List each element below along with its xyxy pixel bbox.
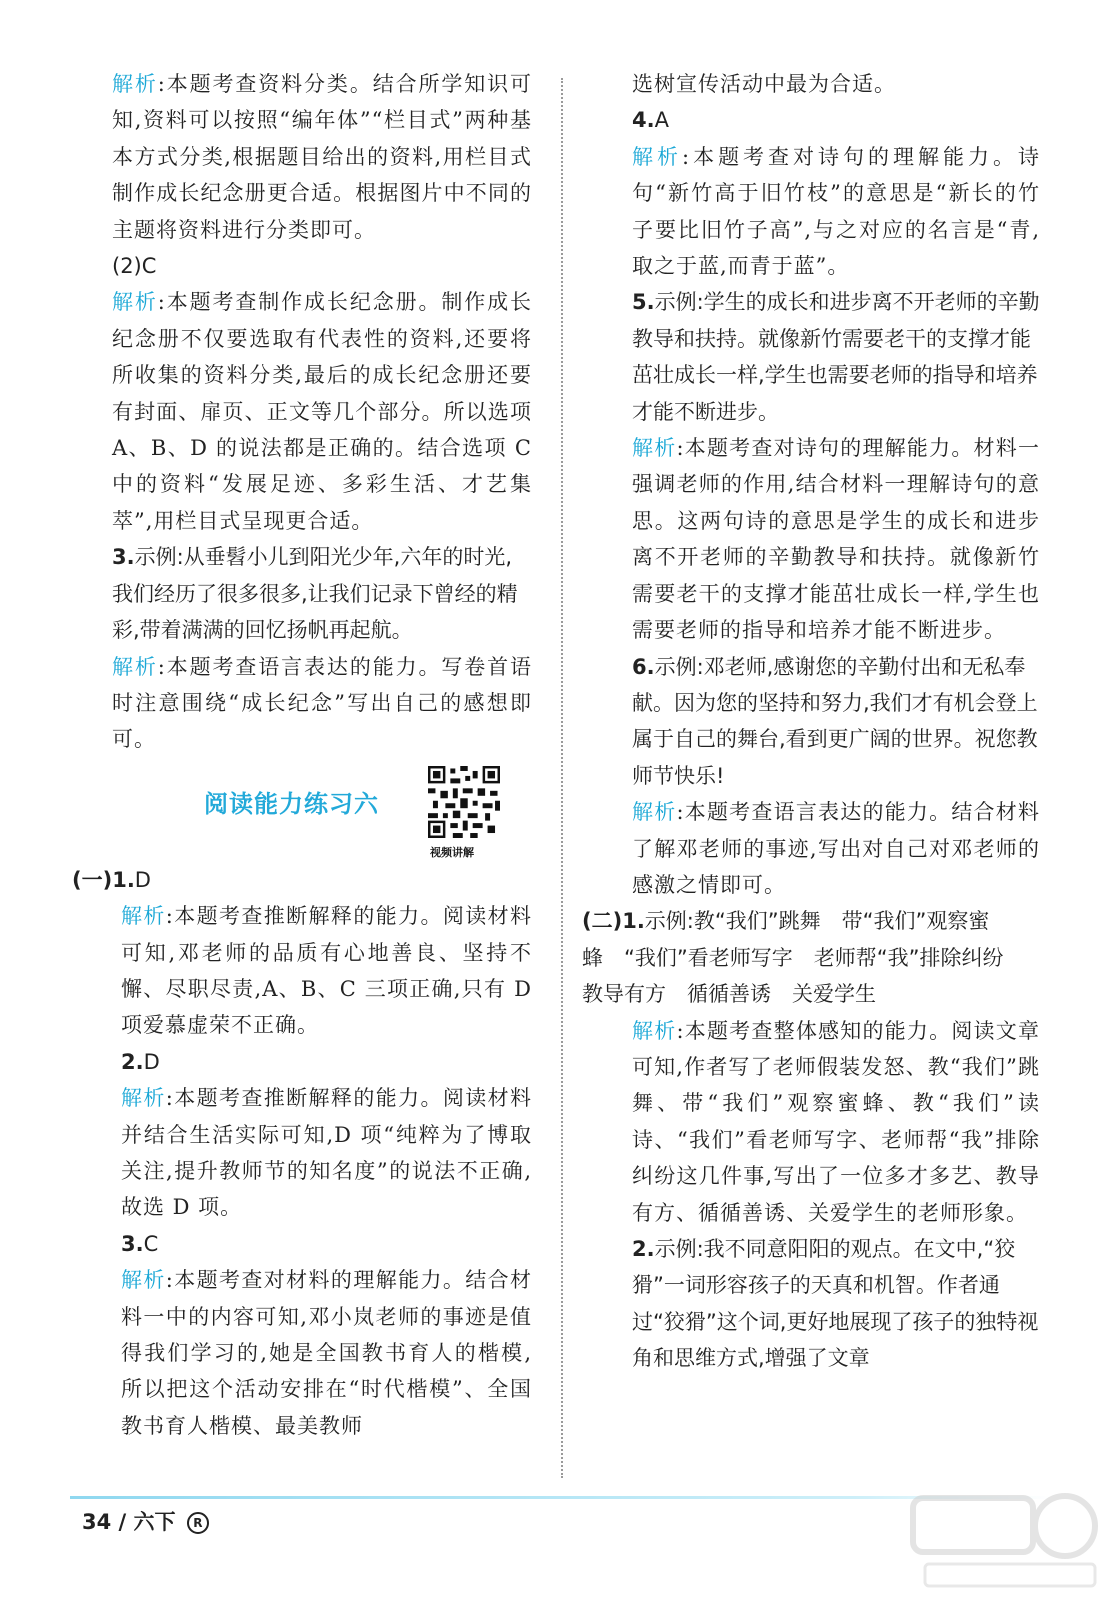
analysis-paragraph bbox=[112, 66, 532, 248]
analysis-tag: 解析 bbox=[121, 1086, 166, 1111]
answer-text: 示例:教“我们”跳舞 带“我们”观察蜜蜂 “我们”看老师写字 老师帮“我”排除纠纷 教导有方 循循善诱 关爱学生 bbox=[582, 909, 1025, 1007]
analysis-tag: 解析 bbox=[121, 1268, 166, 1293]
answer-4 bbox=[632, 102, 1040, 138]
analysis-paragraph bbox=[112, 284, 532, 539]
analysis-paragraph bbox=[632, 794, 1040, 903]
continued-text: 选树宣传活动中最为合适。 bbox=[632, 72, 896, 96]
answer-text: C bbox=[143, 1231, 159, 1256]
analysis-text: :本题考查语言表达的能力。写卷首语时注意围绕“成长纪念”写出自己的感想即可。 bbox=[112, 654, 533, 752]
answer-text: 示例:邓老师,感谢您的辛勤付出和无私奉献。因为您的坚持和努力,我们才有机会登上属于自己的舞台,看到更广阔的世界。祝您教师节快乐! bbox=[632, 654, 1038, 788]
question-number: 5. bbox=[632, 290, 655, 315]
page-number: 34 bbox=[82, 1510, 112, 1534]
analysis-paragraph bbox=[121, 898, 532, 1044]
section-1-answer-1 bbox=[72, 862, 532, 898]
grade-label: 六下 bbox=[133, 1510, 176, 1534]
analysis-tag: 解析 bbox=[632, 436, 677, 461]
analysis-text: :本题考查制作成长纪念册。制作成长纪念册不仅要选取有代表性的资料,还要将所收集的资料分类,最后的成长纪念册还要有封面、扉页、正文等几个部分。所以选项 A、B、D 的说法都是正确的。结合选项 C 中的资料“发展足迹、多彩生活、才艺集萃”,用栏目式呈现更合适。 bbox=[112, 290, 533, 533]
section-2-answer-2 bbox=[632, 1231, 1040, 1377]
question-number: 3. bbox=[121, 1231, 144, 1256]
question-number: 2. bbox=[121, 1049, 144, 1074]
question-number: 4. bbox=[632, 108, 655, 133]
analysis-tag: 解析 bbox=[112, 290, 158, 315]
analysis-paragraph bbox=[121, 1262, 532, 1444]
analysis-text: :本题考查对诗句的理解能力。材料一强调老师的作用,结合材料一理解诗句的意思。这两句诗的意思是学生的成长和进步离不开老师的辛勤教导和扶持。就像新竹需要老干的支撑才能茁壮成长一样,学生也需要老师的指导和培养才能不断进步。 bbox=[632, 436, 1040, 643]
edition-seal-icon: R bbox=[187, 1512, 209, 1534]
analysis-tag: 解析 bbox=[112, 654, 158, 679]
question-number: 6. bbox=[632, 654, 655, 679]
watermark-logo-icon bbox=[905, 1488, 1105, 1594]
analysis-paragraph bbox=[121, 1080, 532, 1226]
analysis-paragraph bbox=[632, 430, 1040, 648]
left-column bbox=[72, 66, 533, 1444]
question-number: 3. bbox=[112, 545, 135, 570]
analysis-text: :本题考查语言表达的能力。结合材料了解邓老师的事迹,写出对自己对邓老师的感激之情即可。 bbox=[632, 800, 1040, 897]
analysis-tag: 解析 bbox=[112, 72, 158, 96]
question-number: 1. bbox=[622, 909, 645, 934]
analysis-paragraph bbox=[632, 1013, 1040, 1231]
answer-5 bbox=[632, 284, 1040, 430]
analysis-text: :本题考查推断解释的能力。阅读材料并结合生活实际可知,D 项“纯粹为了博取关注,提升教师节的知名度”的说法不正确,故选 D 项。 bbox=[121, 1086, 533, 1220]
page-footer bbox=[82, 1506, 209, 1536]
question-number: 1. bbox=[112, 867, 135, 892]
answer-2-2: (2)C bbox=[112, 254, 157, 279]
section-title: 阅读能力练习六 bbox=[204, 789, 379, 818]
answer-3 bbox=[112, 539, 532, 648]
footer-rule bbox=[70, 1496, 1050, 1499]
section-2-answer-1 bbox=[582, 903, 1040, 1012]
footer-separator: / bbox=[118, 1510, 127, 1534]
column-divider bbox=[561, 78, 563, 1478]
analysis-text: :本题考查资料分类。结合所学知识可知,资料可以按照“编年体”“栏目式”两种基本方式分类,根据题目给出的资料,用栏目式制作成长纪念册更合适。根据图片中不同的主题将资料进行分类即可。 bbox=[112, 72, 533, 242]
question-number: 2. bbox=[632, 1237, 655, 1261]
analysis-text: :本题考查整体感知的能力。阅读文章可知,作者写了老师假装发怒、教“我们”跳舞、带“我们”观察蜜蜂、教“我们”读诗、“我们”看老师写字、老师帮“我”排除纠纷这几件事,写出了一位多才多艺、教导有方、循循善诱、关爱学生的老师形象。 bbox=[632, 1018, 1040, 1225]
answer-text: 示例:我不同意阳阳的观点。在文中,“狡猾”一词形容孩子的天真和机智。作者通过“狡猾”这个词,更好地展现了孩子的独特视角和思维方式,增强了文章 bbox=[632, 1237, 1039, 1371]
analysis-text: :本题考查对诗句的理解能力。诗句“新竹高于旧竹枝”的意思是“新长的竹子要比旧竹子高”,与之对应的名言是“青,取之于蓝,而青于蓝”。 bbox=[632, 144, 1041, 279]
answer-text: D bbox=[134, 867, 151, 892]
section-label: (一) bbox=[72, 867, 113, 892]
analysis-text: :本题考查对材料的理解能力。结合材料一中的内容可知,邓小岚老师的事迹是值得我们学习的,她是全国教书育人的楷模,所以把这个活动安排在“时代楷模”、全国教书育人楷模、最美教师 bbox=[121, 1268, 533, 1438]
analysis-tag: 解析 bbox=[632, 144, 682, 169]
analysis-paragraph bbox=[112, 649, 532, 758]
qr-caption: 视频讲解 bbox=[430, 845, 474, 859]
analysis-paragraph bbox=[632, 139, 1040, 285]
analysis-tag: 解析 bbox=[632, 1018, 677, 1043]
analysis-tag: 解析 bbox=[121, 904, 166, 929]
section-heading-row bbox=[112, 766, 532, 862]
answer-text: 示例:从垂髫小儿到阳光少年,六年的时光,我们经历了很多很多,让我们记录下曾经的精彩,带着满满的回忆扬帆再起航。 bbox=[112, 545, 518, 643]
answer-text: 示例:学生的成长和进步离不开老师的辛勤教导和扶持。就像新竹需要老干的支撑才能茁壮成长一样,学生也需要老师的指导和培养才能不断进步。 bbox=[632, 290, 1040, 424]
qr-code-icon[interactable] bbox=[428, 766, 500, 838]
analysis-text: :本题考查推断解释的能力。阅读材料可知,邓老师的品质有心地善良、坚持不懈、尽职尽责,A、B、C 三项正确,只有 D 项爱慕虚荣不正确。 bbox=[121, 904, 533, 1038]
answer-6 bbox=[632, 649, 1040, 795]
answer-text: A bbox=[654, 108, 669, 133]
section-1-answer-2 bbox=[121, 1044, 532, 1080]
analysis-tag: 解析 bbox=[632, 800, 677, 825]
section-1-answer-3 bbox=[121, 1226, 532, 1262]
right-column bbox=[582, 66, 1041, 1377]
answer-text: D bbox=[143, 1049, 160, 1074]
section-label: (二) bbox=[582, 909, 623, 934]
